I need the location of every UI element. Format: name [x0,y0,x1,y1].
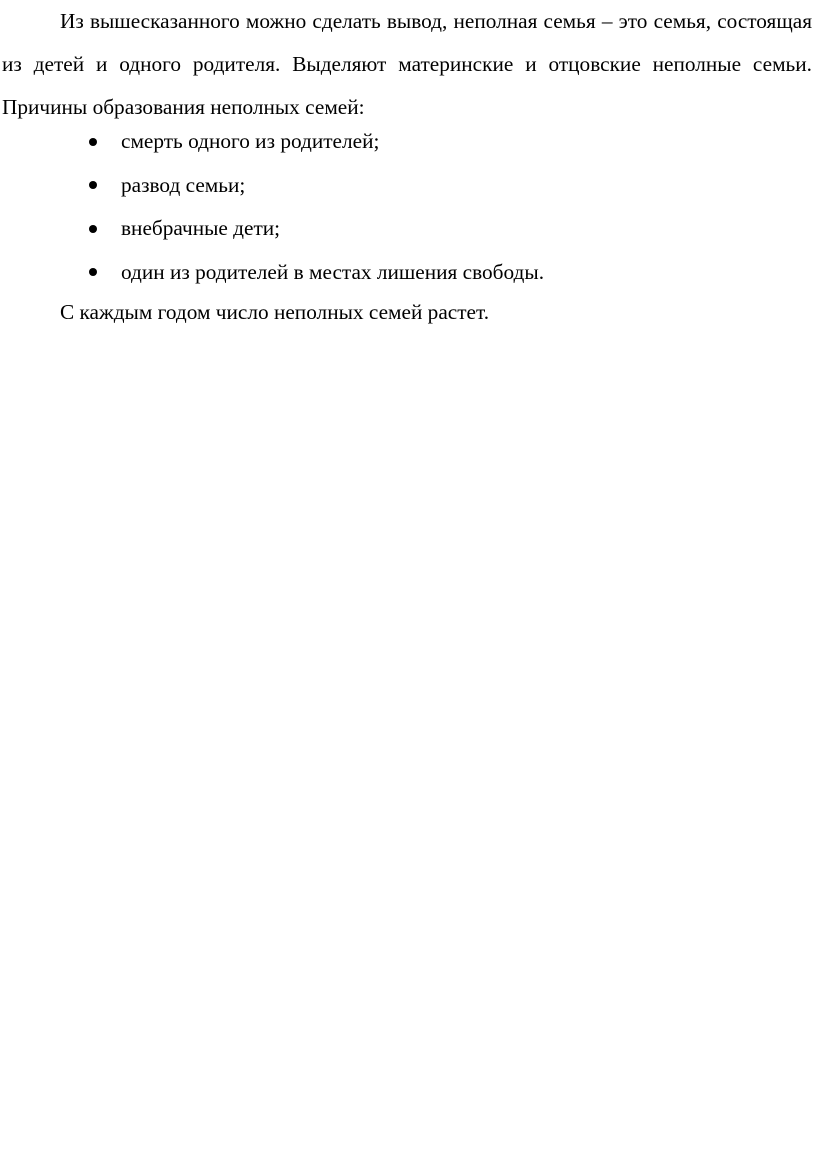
list-item [0,164,816,208]
list-item [0,120,816,164]
list-item-text: один из родителей в местах лишения свободы. [121,259,545,284]
list-item-text: внебрачные дети; [121,216,281,240]
bullet-icon [89,268,97,276]
closing-paragraph: С каждым годом число неполных семей растет. [60,300,490,324]
list-item [0,251,816,295]
intro-paragraph: Из вышесказанного можно сделать вывод, неполная семья – это семья, состоящая из детей и одного родителя. Выделяют материнские и отцовские неполные семьи. Причины образования неполных семей: [2,9,812,119]
bullet-icon [89,181,97,189]
list-item-text: смерть одного из родителей; [121,129,380,153]
list-item [0,207,816,251]
bullet-icon [89,225,97,233]
bullet-icon [89,138,97,146]
list-item-text: развод семьи; [121,172,246,197]
causes-list [0,120,816,294]
